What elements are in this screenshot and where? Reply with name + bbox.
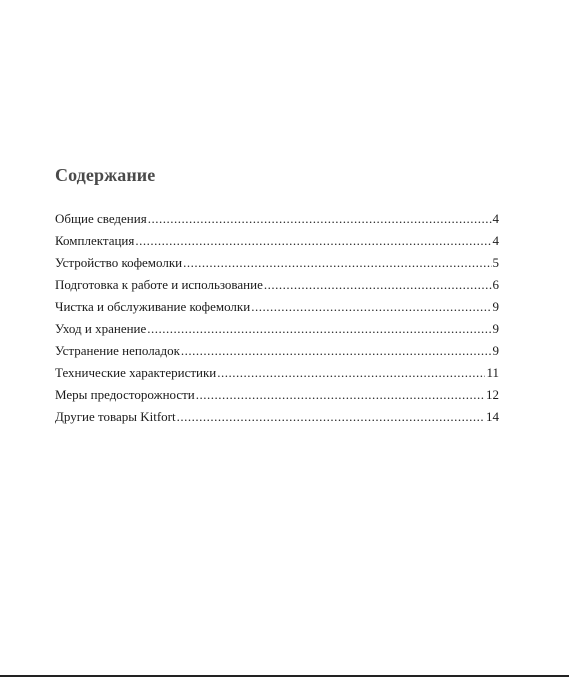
toc-title: Содержание (55, 165, 156, 185)
toc-dot-leader (264, 274, 492, 296)
toc-entry[interactable] (55, 274, 499, 296)
toc-dot-leader (147, 318, 491, 340)
toc-dot-leader (251, 296, 491, 318)
toc-entry-label: Чистка и обслуживание кофемолки (55, 299, 251, 314)
toc-entry[interactable] (55, 230, 499, 252)
toc-entry[interactable] (55, 296, 499, 318)
toc-entry-page: 9 (492, 343, 499, 358)
toc-entry-label: Устранение неполадок (55, 343, 180, 358)
toc-entry[interactable] (55, 406, 499, 428)
toc-entry-page: 5 (492, 255, 499, 270)
toc-dot-leader (148, 208, 492, 230)
toc-dot-leader (135, 230, 491, 252)
toc-entry-label: Меры предосторожности (55, 387, 195, 402)
toc-entry[interactable] (55, 318, 499, 340)
toc-entry-page: 6 (492, 277, 499, 292)
toc-entry[interactable] (55, 252, 499, 274)
toc-entry-page: 9 (492, 299, 499, 314)
toc-entry-page: 14 (486, 409, 499, 424)
toc-entry-page: 4 (492, 211, 499, 226)
toc-dot-leader (177, 406, 485, 428)
toc-list (55, 208, 499, 428)
toc-entry-page: 4 (492, 233, 499, 248)
toc-dot-leader (217, 362, 485, 384)
toc-entry-label: Комплектация (55, 233, 135, 248)
toc-entry[interactable] (55, 340, 499, 362)
toc-dot-leader (181, 340, 492, 362)
toc-entry-label: Подготовка к работе и использование (55, 277, 263, 292)
toc-entry-page: 12 (486, 387, 499, 402)
toc-entry-label: Устройство кофемолки (55, 255, 183, 270)
toc-entry-label: Технические характеристики (55, 365, 217, 380)
toc-entry[interactable] (55, 362, 499, 384)
toc-entry-label: Общие сведения (55, 211, 147, 226)
toc-entry-page: 11 (486, 365, 499, 380)
toc-entry-label: Уход и хранение (55, 321, 147, 336)
toc-entry[interactable] (55, 384, 499, 406)
toc-dot-leader (183, 252, 491, 274)
toc-entry-label: Другие товары Kitfort (55, 409, 176, 424)
toc-entry[interactable] (55, 208, 499, 230)
toc-dot-leader (196, 384, 485, 406)
toc-entry-page: 9 (492, 321, 499, 336)
